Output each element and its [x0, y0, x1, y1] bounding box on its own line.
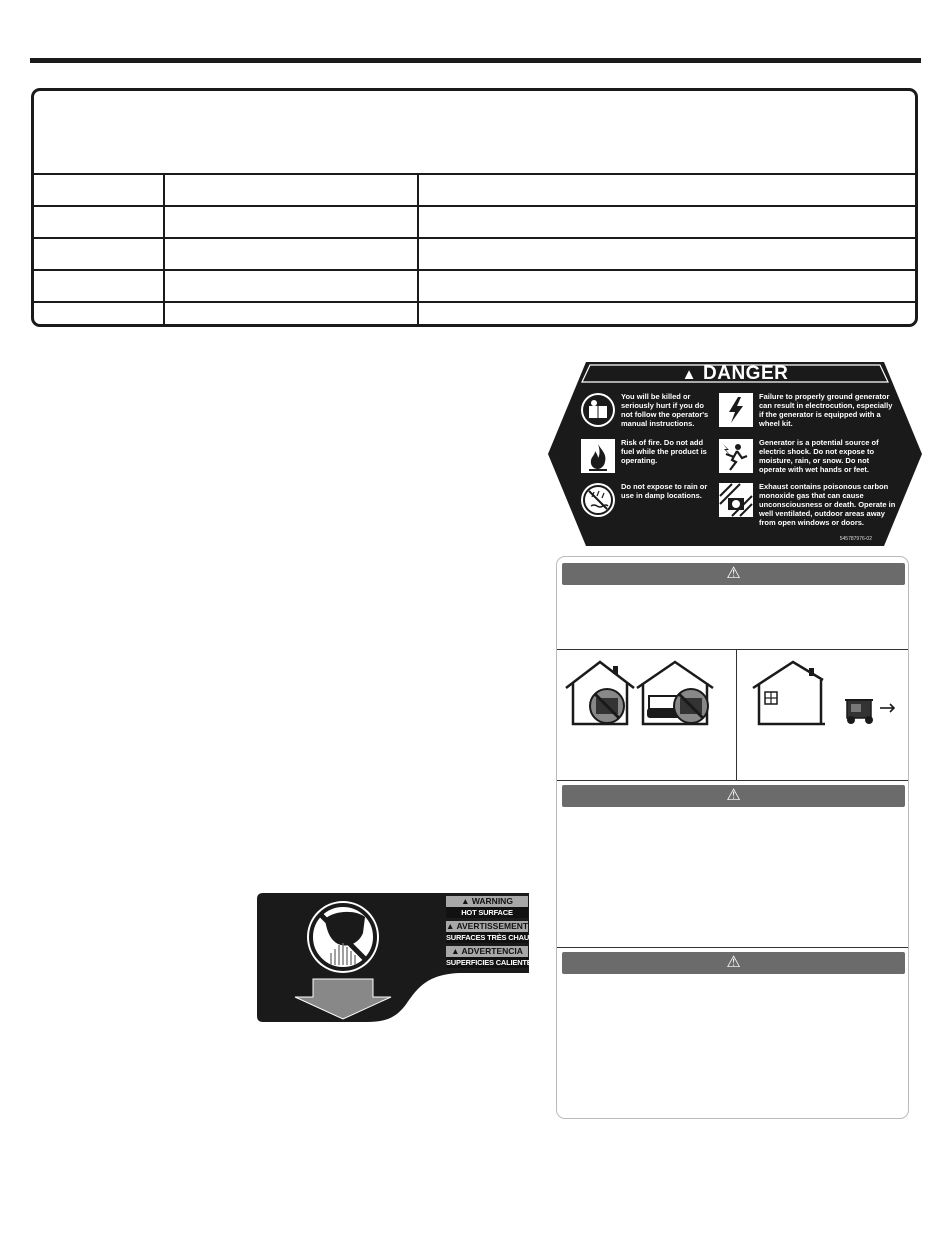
warning-triangle-icon: ⚠ — [726, 954, 741, 971]
generator-icon — [845, 700, 873, 724]
table-cell — [34, 239, 165, 269]
table-cell — [165, 239, 419, 269]
danger-item-manual — [580, 392, 715, 428]
table-cell — [165, 207, 419, 237]
location-illustrations — [557, 649, 909, 781]
no-indoor-use-illustration — [563, 656, 738, 746]
table-cell — [165, 303, 419, 327]
hot-label-heading — [446, 946, 528, 957]
hot-label-text: SURFACES TRÈS CHAUDE — [446, 933, 540, 942]
warning-triangle-icon: ▲ — [681, 366, 697, 383]
table-row — [34, 207, 915, 239]
danger-item-grounding — [718, 392, 898, 428]
danger-item-text: Failure to properly ground generator can result in electrocution, especially if the generator is equipped with a wheel kit. — [759, 392, 893, 428]
warning-bar — [562, 952, 905, 974]
table-row — [34, 271, 915, 303]
danger-title — [548, 363, 922, 385]
electric-shock-icon — [718, 438, 754, 474]
illustration-divider — [736, 650, 737, 780]
lightning-bolt-icon — [718, 392, 754, 428]
table-cell — [419, 175, 915, 205]
house-icon — [753, 662, 825, 724]
danger-item-text: Exhaust contains poisonous carbon monoxide gas that can cause unconsciousness or death. Operate in well ventilated, outdoor areas away from open windows or doors. — [759, 482, 896, 527]
warning-triangle-icon: ▲ — [451, 946, 462, 956]
warning-bar — [562, 563, 905, 585]
danger-item-text: Generator is a potential source of electric shock. Do not expose to moisture, rain, or snow. Do not operate with wet hands or feet. — [759, 438, 879, 474]
danger-item-text: Risk of fire. Do not add fuel while the product is operating. — [621, 438, 707, 465]
table-cell — [34, 175, 165, 205]
warning-panel — [556, 556, 909, 1119]
table-cell — [34, 271, 165, 301]
exhaust-fumes-icon — [718, 482, 754, 518]
table-row — [34, 303, 915, 327]
danger-item-text: Do not expose to rain or use in damp locations. — [621, 482, 708, 500]
hot-label-top-text: ADVERTENCIA — [461, 946, 523, 956]
hot-surface-decal — [257, 893, 540, 1022]
hot-label-heading — [446, 921, 528, 932]
danger-item-text: You will be killed or seriously hurt if you do not follow the operator's manual instructions. — [621, 392, 709, 428]
table-cell — [165, 175, 419, 205]
hot-label-text: HOT SURFACE — [446, 907, 528, 918]
no-rain-icon — [580, 482, 616, 518]
danger-item-exhaust — [718, 482, 898, 527]
warning-triangle-icon: ⚠ — [726, 787, 741, 804]
table-header — [34, 91, 915, 175]
no-touch-hot-surface-icon — [307, 901, 379, 973]
warning-triangle-icon: ▲ — [461, 896, 472, 906]
table-cell — [419, 239, 915, 269]
hot-label-heading — [446, 896, 528, 907]
danger-title-text: DANGER — [703, 363, 789, 384]
right-arrow-icon — [880, 704, 894, 712]
table-row — [34, 239, 915, 271]
table-cell — [34, 207, 165, 237]
fire-icon — [580, 438, 616, 474]
danger-item-rain — [580, 482, 715, 518]
danger-decal — [548, 362, 922, 546]
table-cell — [34, 303, 165, 327]
read-manual-icon — [580, 392, 616, 428]
table-cell — [419, 303, 915, 327]
danger-item-fire — [580, 438, 715, 474]
hot-label-text: SUPERFICIES CALIENTE — [446, 958, 532, 967]
table-cell — [165, 271, 419, 301]
warning-triangle-icon: ⚠ — [726, 565, 741, 582]
danger-item-shock — [718, 438, 898, 474]
table-cell — [419, 207, 915, 237]
hot-surface-labels — [446, 896, 540, 971]
specification-table — [31, 88, 918, 327]
outdoor-use-illustration — [743, 656, 908, 746]
table-cell — [419, 271, 915, 301]
table-row — [34, 175, 915, 207]
hot-label-top-text: AVERTISSEMENT — [456, 921, 529, 931]
warning-triangle-icon: ▲ — [446, 921, 457, 931]
top-rule — [30, 58, 921, 63]
hot-label-top-text: WARNING — [471, 896, 513, 906]
part-code: 545787976-02 — [839, 536, 872, 542]
warning-bar — [562, 785, 905, 807]
section-divider — [557, 947, 909, 948]
